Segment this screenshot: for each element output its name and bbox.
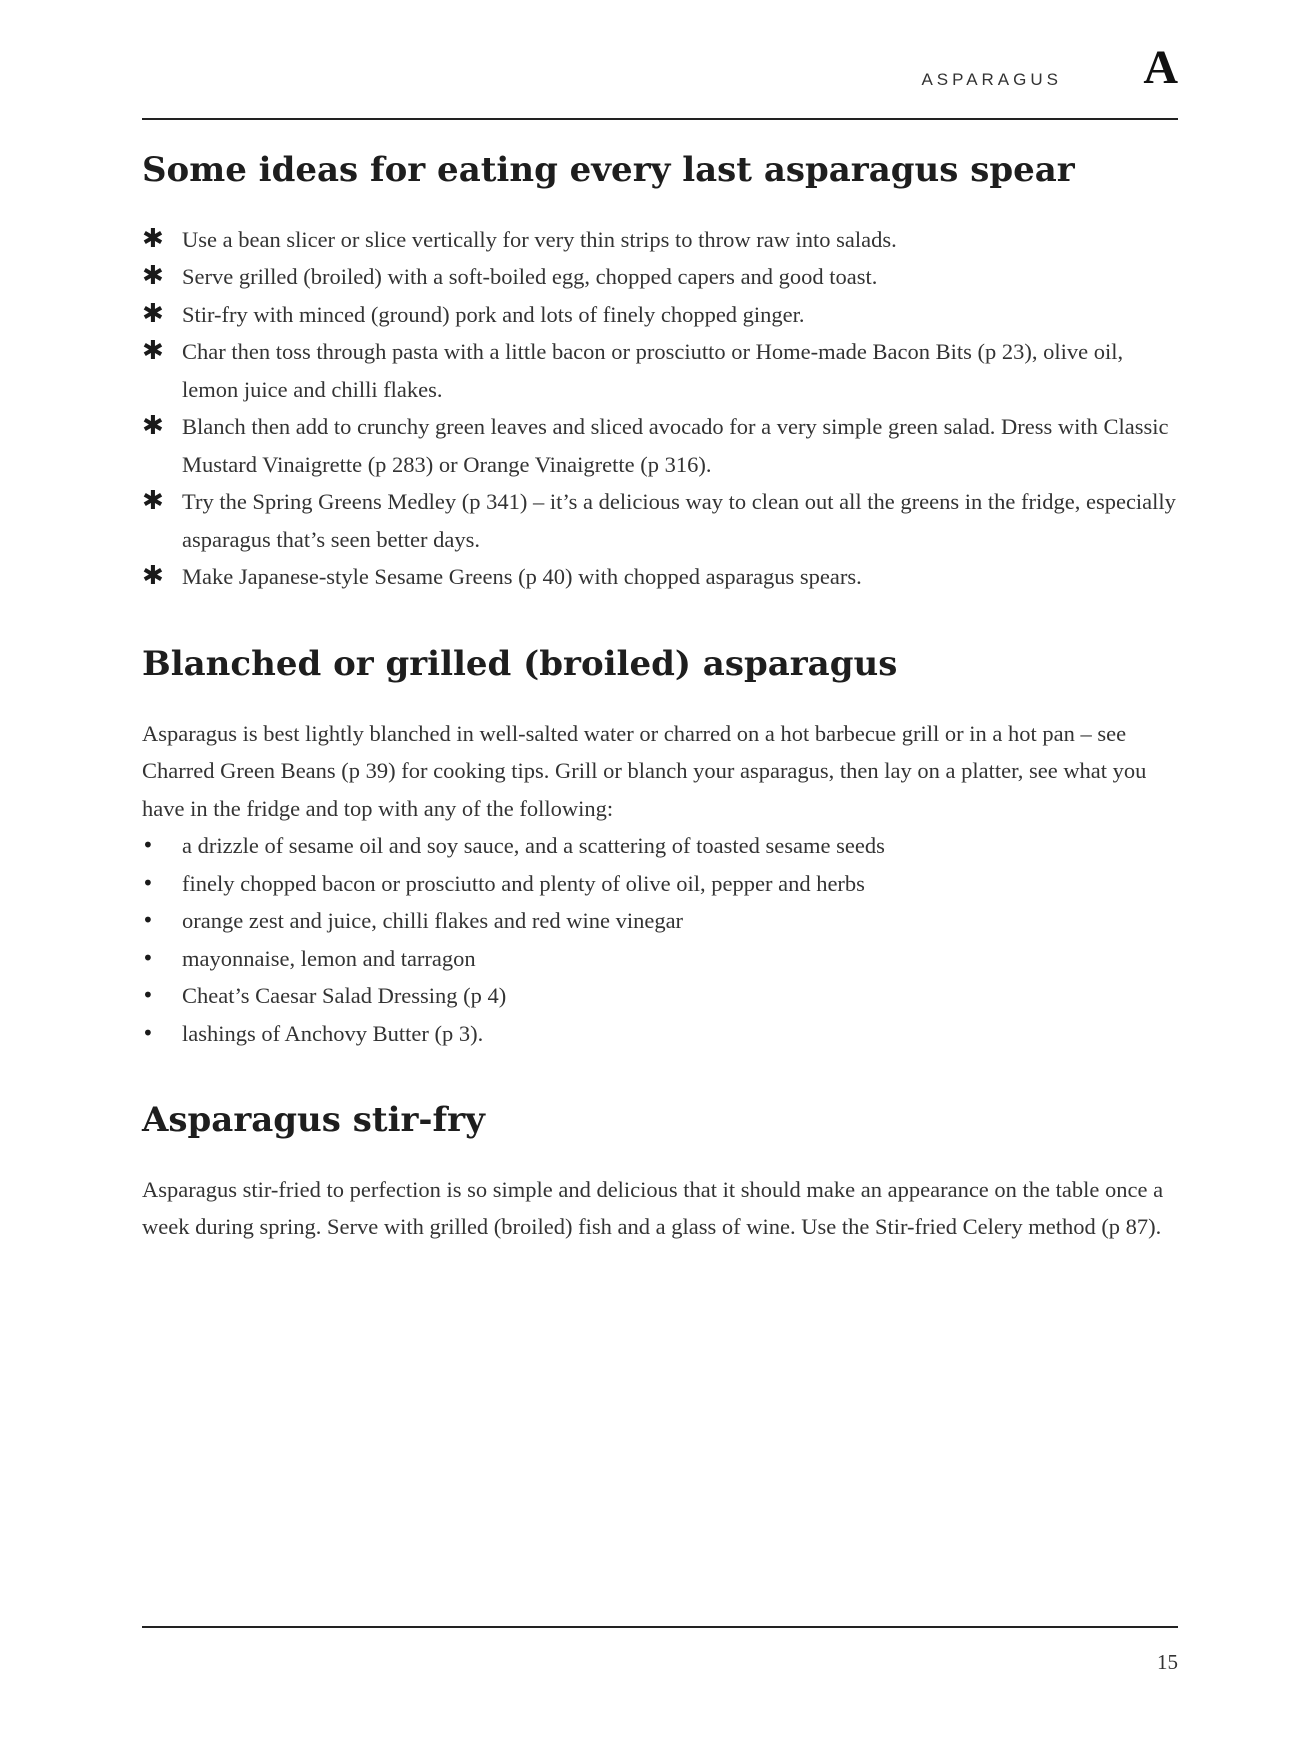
section-intro: Asparagus is best lightly blanched in well-salted water or charred on a hot barbecue grill or in a hot pan – see Charred Green Beans (p 39) for cooking tips. Grill or blanch your asparagus, then lay on a platter, see what you have in the fridge and top with any of the following: <box>142 720 1147 821</box>
section-stir-fry <box>142 1100 1178 1246</box>
list-item-text: Blanch then add to crunchy green leaves and sliced avocado for a very simple green salad. Dress with Classic Mustard Vinaigrette (p 283) or Orange Vinaigrette (p 316). <box>182 414 1169 477</box>
running-head: ASPARAGUS <box>921 70 1062 89</box>
section-heading: Some ideas for eating every last asparagus spear <box>142 150 1075 190</box>
list-item-text: lashings of Anchovy Butter (p 3). <box>182 1020 484 1046</box>
list-item <box>142 827 1178 865</box>
list-item-text: orange zest and juice, chilli flakes and red wine vinegar <box>182 908 684 934</box>
asterisk-bullet-icon: ✱ <box>142 298 164 329</box>
footer-divider <box>142 1626 1178 1628</box>
list-item-text: a drizzle of sesame oil and soy sauce, and a scattering of toasted sesame seeds <box>182 833 885 859</box>
section-heading: Asparagus stir-fry <box>142 1100 485 1141</box>
page-content <box>142 150 1178 1246</box>
dot-bullet-icon: • <box>142 1020 154 1045</box>
section-letter: A <box>1143 41 1178 94</box>
list-item <box>142 408 1178 483</box>
page-header <box>142 40 1178 120</box>
asterisk-bullet-icon: ✱ <box>142 223 164 254</box>
list-item-text: Make Japanese-style Sesame Greens (p 40) with chopped asparagus spears. <box>182 564 862 590</box>
list-item <box>142 865 1178 903</box>
list-item <box>142 558 1178 596</box>
asterisk-bullet-icon: ✱ <box>142 261 164 292</box>
list-item-text: Try the Spring Greens Medley (p 341) – it’s a delicious way to clean out all the greens in the fridge, especially asparagus that’s seen better days. <box>182 489 1176 552</box>
list-item <box>142 940 1178 978</box>
list-item-text: finely chopped bacon or prosciutto and plenty of olive oil, pepper and herbs <box>182 870 865 896</box>
section-ideas <box>142 150 1178 596</box>
dot-bullet-icon: • <box>142 908 154 933</box>
list-item-text: Use a bean slicer or slice vertically for very thin strips to throw raw into salads. <box>182 226 897 252</box>
list-item <box>142 1015 1178 1053</box>
asterisk-bullet-icon: ✱ <box>142 561 164 592</box>
ideas-list <box>142 221 1178 596</box>
list-item-text: Char then toss through pasta with a little bacon or prosciutto or Home-made Bacon Bits (p 23), olive oil, lemon juice and chilli flakes. <box>182 339 1124 402</box>
list-item <box>142 221 1178 259</box>
list-item <box>142 977 1178 1015</box>
page-number: 15 <box>1157 1650 1178 1674</box>
dot-bullet-icon: • <box>142 945 154 970</box>
list-item <box>142 902 1178 940</box>
list-item-text: Cheat’s Caesar Salad Dressing (p 4) <box>182 983 507 1009</box>
list-item <box>142 333 1178 408</box>
asterisk-bullet-icon: ✱ <box>142 336 164 367</box>
dot-bullet-icon: • <box>142 983 154 1008</box>
dot-bullet-icon: • <box>142 870 154 895</box>
list-item <box>142 258 1178 296</box>
section-body: Asparagus stir-fried to perfection is so simple and delicious that it should make an appearance on the table once a week during spring. Serve with grilled (broiled) fish and a glass of wine. Use the Stir-fried Celery method (p 87). <box>142 1176 1164 1240</box>
list-item-text: Stir-fry with minced (ground) pork and lots of finely chopped ginger. <box>182 301 805 327</box>
section-heading: Blanched or grilled (broiled) asparagus <box>142 643 898 684</box>
list-item-text: mayonnaise, lemon and tarragon <box>182 945 476 971</box>
asterisk-bullet-icon: ✱ <box>142 486 164 517</box>
section-blanched <box>142 644 1178 1052</box>
dot-bullet-icon: • <box>142 833 154 858</box>
asterisk-bullet-icon: ✱ <box>142 411 164 442</box>
list-item <box>142 296 1178 334</box>
list-item <box>142 483 1178 558</box>
list-item-text: Serve grilled (broiled) with a soft-boiled egg, chopped capers and good toast. <box>182 264 878 290</box>
toppings-list <box>142 827 1178 1052</box>
